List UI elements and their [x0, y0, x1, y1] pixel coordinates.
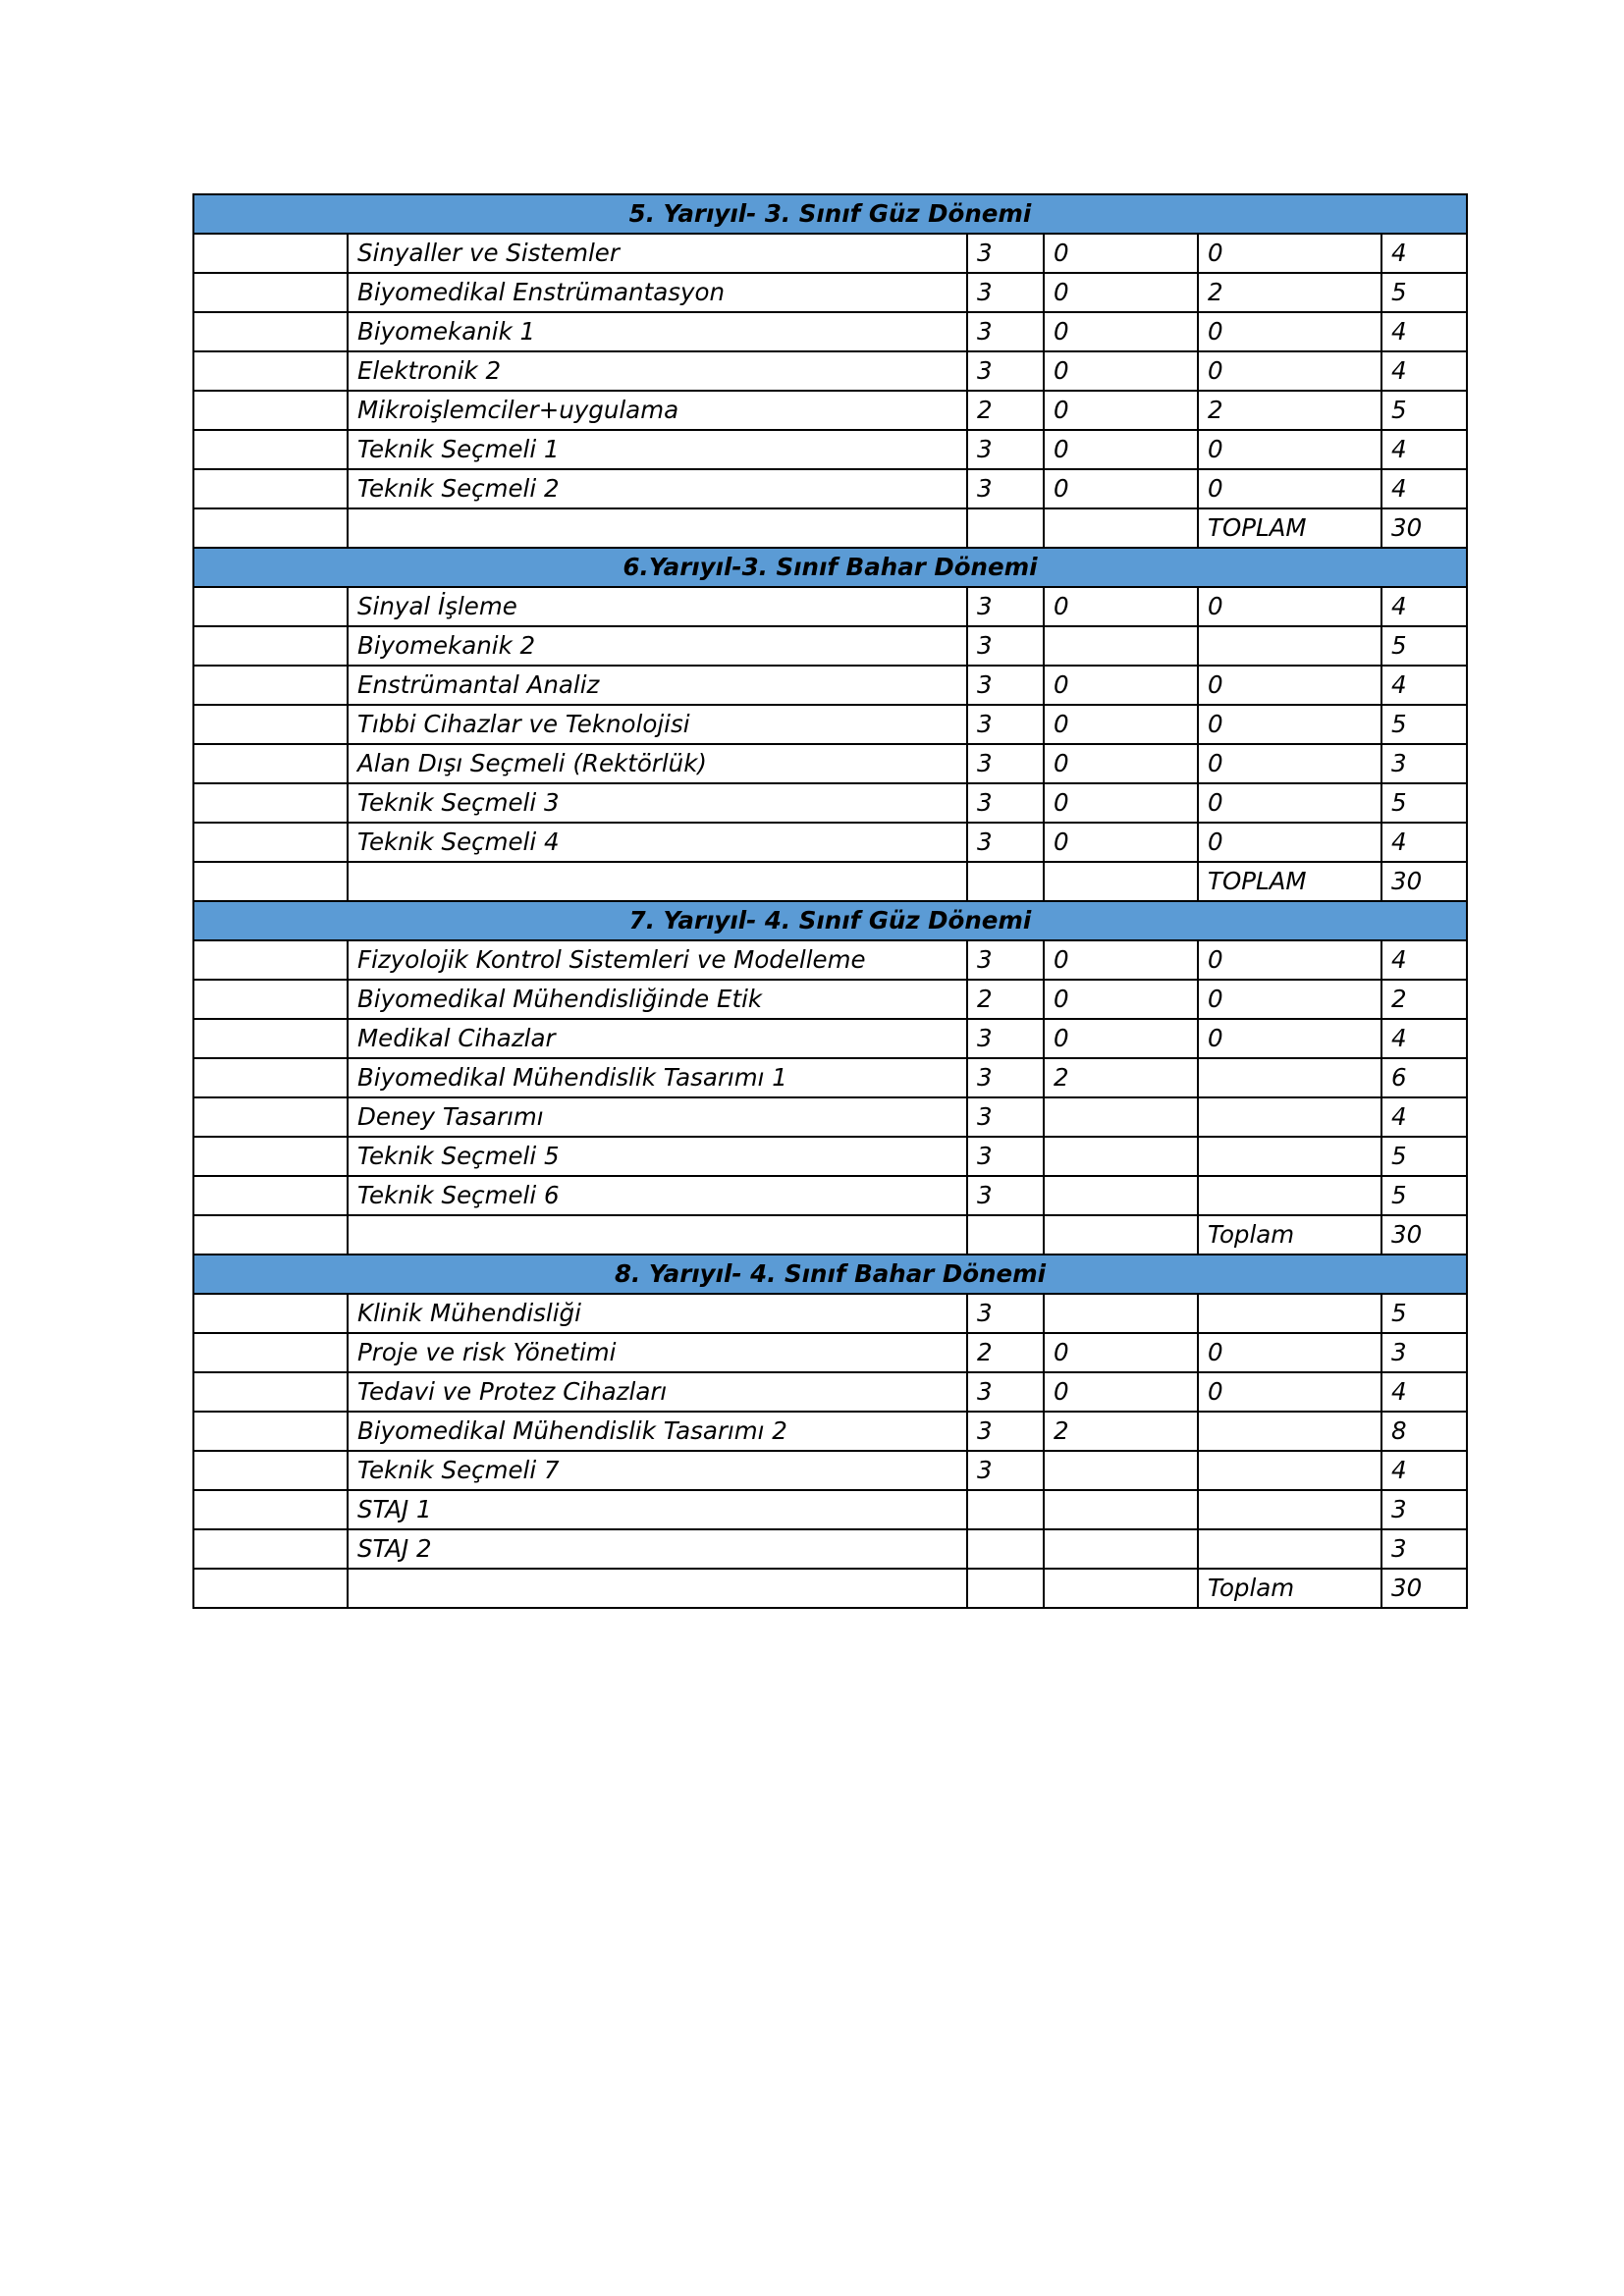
lab-hours-cell	[1198, 1529, 1381, 1569]
course-name-cell: Teknik Seçmeli 1	[348, 430, 967, 469]
total-credit: 30	[1381, 508, 1467, 548]
code-cell	[193, 783, 348, 823]
theory-hours-cell: 3	[967, 469, 1044, 508]
credit-cell: 4	[1381, 351, 1467, 391]
course-row	[193, 940, 1467, 980]
course-row	[193, 1137, 1467, 1176]
theory-hours-cell: 3	[967, 587, 1044, 626]
lab-hours-cell: 0	[1198, 430, 1381, 469]
course-row	[193, 1294, 1467, 1333]
course-name-cell	[348, 1215, 967, 1255]
course-name-cell: Sinyaller ve Sistemler	[348, 234, 967, 273]
credit-cell: 3	[1381, 744, 1467, 783]
section-header-row	[193, 1255, 1467, 1294]
lab-hours-cell: 0	[1198, 940, 1381, 980]
credit-cell: 5	[1381, 1176, 1467, 1215]
course-row	[193, 1529, 1467, 1569]
lab-hours-cell	[1198, 1294, 1381, 1333]
code-cell	[193, 391, 348, 430]
practice-hours-cell	[1044, 1490, 1198, 1529]
practice-hours-cell: 0	[1044, 980, 1198, 1019]
credit-cell: 5	[1381, 1137, 1467, 1176]
credit-cell: 4	[1381, 666, 1467, 705]
practice-hours-cell	[1044, 508, 1198, 548]
credit-cell: 4	[1381, 469, 1467, 508]
practice-hours-cell	[1044, 1294, 1198, 1333]
practice-hours-cell	[1044, 626, 1198, 666]
course-name-cell: Biyomedikal Mühendislik Tasarımı 2	[348, 1412, 967, 1451]
code-cell	[193, 705, 348, 744]
section-header-row	[193, 194, 1467, 234]
lab-hours-cell: 0	[1198, 980, 1381, 1019]
credit-cell: 4	[1381, 1097, 1467, 1137]
practice-hours-cell: 0	[1044, 783, 1198, 823]
credit-cell: 5	[1381, 705, 1467, 744]
course-row	[193, 783, 1467, 823]
lab-hours-cell: 0	[1198, 351, 1381, 391]
credit-cell: 5	[1381, 783, 1467, 823]
course-name-cell: Fizyolojik Kontrol Sistemleri ve Modelleme	[348, 940, 967, 980]
practice-hours-cell: 0	[1044, 469, 1198, 508]
course-row	[193, 980, 1467, 1019]
code-cell	[193, 234, 348, 273]
code-cell	[193, 1372, 348, 1412]
theory-hours-cell: 3	[967, 312, 1044, 351]
practice-hours-cell	[1044, 862, 1198, 901]
course-row	[193, 430, 1467, 469]
course-name-cell: Teknik Seçmeli 3	[348, 783, 967, 823]
credit-cell: 5	[1381, 391, 1467, 430]
code-cell	[193, 666, 348, 705]
credit-cell: 4	[1381, 587, 1467, 626]
theory-hours-cell: 3	[967, 626, 1044, 666]
code-cell	[193, 587, 348, 626]
theory-hours-cell: 3	[967, 351, 1044, 391]
section-title: 8. Yarıyıl- 4. Sınıf Bahar Dönemi	[193, 1255, 1467, 1294]
credit-cell: 4	[1381, 312, 1467, 351]
theory-hours-cell: 3	[967, 430, 1044, 469]
theory-hours-cell: 3	[967, 1176, 1044, 1215]
theory-hours-cell: 2	[967, 1333, 1044, 1372]
course-name-cell: Elektronik 2	[348, 351, 967, 391]
lab-hours-cell: 0	[1198, 744, 1381, 783]
course-row	[193, 273, 1467, 312]
section-header-row	[193, 901, 1467, 940]
code-cell	[193, 1412, 348, 1451]
lab-hours-cell	[1198, 1176, 1381, 1215]
course-row	[193, 1490, 1467, 1529]
credit-cell: 3	[1381, 1529, 1467, 1569]
lab-hours-cell: 0	[1198, 587, 1381, 626]
code-cell	[193, 1333, 348, 1372]
practice-hours-cell: 0	[1044, 705, 1198, 744]
code-cell	[193, 312, 348, 351]
course-row	[193, 351, 1467, 391]
theory-hours-cell: 3	[967, 1097, 1044, 1137]
course-row	[193, 1097, 1467, 1137]
theory-hours-cell: 3	[967, 1451, 1044, 1490]
practice-hours-cell: 0	[1044, 744, 1198, 783]
course-name-cell: Klinik Mühendisliği	[348, 1294, 967, 1333]
course-row	[193, 666, 1467, 705]
code-cell	[193, 862, 348, 901]
code-cell	[193, 351, 348, 391]
theory-hours-cell: 3	[967, 666, 1044, 705]
code-cell	[193, 1137, 348, 1176]
course-row	[193, 823, 1467, 862]
total-credit: 30	[1381, 862, 1467, 901]
practice-hours-cell	[1044, 1097, 1198, 1137]
lab-hours-cell	[1198, 1137, 1381, 1176]
curriculum-table	[192, 193, 1468, 1609]
course-name-cell: Biyomedikal Mühendislik Tasarımı 1	[348, 1058, 967, 1097]
course-row	[193, 1019, 1467, 1058]
lab-hours-cell	[1198, 1412, 1381, 1451]
course-name-cell: Enstrümantal Analiz	[348, 666, 967, 705]
practice-hours-cell: 0	[1044, 1333, 1198, 1372]
course-row	[193, 626, 1467, 666]
code-cell	[193, 508, 348, 548]
practice-hours-cell: 0	[1044, 1019, 1198, 1058]
course-name-cell: Biyomedikal Mühendisliğinde Etik	[348, 980, 967, 1019]
course-name-cell	[348, 508, 967, 548]
code-cell	[193, 1097, 348, 1137]
lab-hours-cell: 0	[1198, 823, 1381, 862]
course-name-cell	[348, 1569, 967, 1608]
credit-cell: 8	[1381, 1412, 1467, 1451]
credit-cell: 6	[1381, 1058, 1467, 1097]
code-cell	[193, 1019, 348, 1058]
code-cell	[193, 1451, 348, 1490]
theory-hours-cell: 3	[967, 783, 1044, 823]
practice-hours-cell: 0	[1044, 430, 1198, 469]
practice-hours-cell: 0	[1044, 940, 1198, 980]
credit-cell: 3	[1381, 1490, 1467, 1529]
lab-hours-cell: 0	[1198, 469, 1381, 508]
practice-hours-cell	[1044, 1451, 1198, 1490]
theory-hours-cell: 3	[967, 273, 1044, 312]
lab-hours-cell: 0	[1198, 1019, 1381, 1058]
code-cell	[193, 1490, 348, 1529]
practice-hours-cell: 0	[1044, 1372, 1198, 1412]
course-name-cell: Sinyal İşleme	[348, 587, 967, 626]
theory-hours-cell	[967, 1215, 1044, 1255]
credit-cell: 4	[1381, 1372, 1467, 1412]
lab-hours-cell: 0	[1198, 783, 1381, 823]
theory-hours-cell: 3	[967, 1412, 1044, 1451]
practice-hours-cell: 2	[1044, 1412, 1198, 1451]
total-row	[193, 1569, 1467, 1608]
credit-cell: 4	[1381, 940, 1467, 980]
theory-hours-cell	[967, 1569, 1044, 1608]
course-name-cell: Biyomekanik 1	[348, 312, 967, 351]
lab-hours-cell: 0	[1198, 1372, 1381, 1412]
theory-hours-cell: 3	[967, 940, 1044, 980]
code-cell	[193, 273, 348, 312]
practice-hours-cell	[1044, 1529, 1198, 1569]
course-name-cell: STAJ 1	[348, 1490, 967, 1529]
credit-cell: 4	[1381, 430, 1467, 469]
course-row	[193, 587, 1467, 626]
code-cell	[193, 626, 348, 666]
practice-hours-cell: 0	[1044, 273, 1198, 312]
theory-hours-cell: 3	[967, 1058, 1044, 1097]
theory-hours-cell	[967, 862, 1044, 901]
course-name-cell: Proje ve risk Yönetimi	[348, 1333, 967, 1372]
code-cell	[193, 1215, 348, 1255]
theory-hours-cell: 2	[967, 980, 1044, 1019]
practice-hours-cell	[1044, 1215, 1198, 1255]
total-row	[193, 1215, 1467, 1255]
theory-hours-cell	[967, 508, 1044, 548]
theory-hours-cell: 3	[967, 823, 1044, 862]
course-name-cell: Biyomekanik 2	[348, 626, 967, 666]
credit-cell: 4	[1381, 823, 1467, 862]
course-row	[193, 469, 1467, 508]
course-row	[193, 312, 1467, 351]
lab-hours-cell	[1198, 1451, 1381, 1490]
practice-hours-cell: 0	[1044, 823, 1198, 862]
code-cell	[193, 469, 348, 508]
course-row	[193, 705, 1467, 744]
theory-hours-cell: 3	[967, 1019, 1044, 1058]
lab-hours-cell	[1198, 1058, 1381, 1097]
total-label: Toplam	[1198, 1215, 1381, 1255]
code-cell	[193, 1294, 348, 1333]
course-row	[193, 1058, 1467, 1097]
course-name-cell: Teknik Seçmeli 2	[348, 469, 967, 508]
theory-hours-cell	[967, 1490, 1044, 1529]
total-credit: 30	[1381, 1569, 1467, 1608]
course-name-cell: Teknik Seçmeli 5	[348, 1137, 967, 1176]
theory-hours-cell: 2	[967, 391, 1044, 430]
code-cell	[193, 1176, 348, 1215]
code-cell	[193, 1058, 348, 1097]
course-name-cell: Biyomedikal Enstrümantasyon	[348, 273, 967, 312]
lab-hours-cell: 0	[1198, 234, 1381, 273]
credit-cell: 5	[1381, 1294, 1467, 1333]
credit-cell: 3	[1381, 1333, 1467, 1372]
course-name-cell: STAJ 2	[348, 1529, 967, 1569]
practice-hours-cell: 0	[1044, 312, 1198, 351]
course-row	[193, 744, 1467, 783]
theory-hours-cell: 3	[967, 1294, 1044, 1333]
course-name-cell: Teknik Seçmeli 4	[348, 823, 967, 862]
curriculum-body	[193, 194, 1467, 1608]
course-name-cell: Tedavi ve Protez Cihazları	[348, 1372, 967, 1412]
section-title: 7. Yarıyıl- 4. Sınıf Güz Dönemi	[193, 901, 1467, 940]
practice-hours-cell: 0	[1044, 351, 1198, 391]
lab-hours-cell: 0	[1198, 1333, 1381, 1372]
course-row	[193, 1451, 1467, 1490]
section-header-row	[193, 548, 1467, 587]
lab-hours-cell	[1198, 626, 1381, 666]
total-credit: 30	[1381, 1215, 1467, 1255]
lab-hours-cell	[1198, 1097, 1381, 1137]
lab-hours-cell: 0	[1198, 705, 1381, 744]
course-name-cell: Mikroişlemciler+uygulama	[348, 391, 967, 430]
credit-cell: 5	[1381, 626, 1467, 666]
practice-hours-cell	[1044, 1137, 1198, 1176]
credit-cell: 4	[1381, 1019, 1467, 1058]
course-name-cell	[348, 862, 967, 901]
code-cell	[193, 823, 348, 862]
course-name-cell: Deney Tasarımı	[348, 1097, 967, 1137]
total-row	[193, 862, 1467, 901]
code-cell	[193, 940, 348, 980]
lab-hours-cell	[1198, 1490, 1381, 1529]
course-row	[193, 1412, 1467, 1451]
theory-hours-cell: 3	[967, 705, 1044, 744]
practice-hours-cell: 2	[1044, 1058, 1198, 1097]
section-title: 6.Yarıyıl-3. Sınıf Bahar Dönemi	[193, 548, 1467, 587]
practice-hours-cell	[1044, 1569, 1198, 1608]
lab-hours-cell: 0	[1198, 312, 1381, 351]
theory-hours-cell	[967, 1529, 1044, 1569]
course-row	[193, 1372, 1467, 1412]
total-label: Toplam	[1198, 1569, 1381, 1608]
code-cell	[193, 744, 348, 783]
code-cell	[193, 1529, 348, 1569]
lab-hours-cell: 0	[1198, 666, 1381, 705]
practice-hours-cell: 0	[1044, 587, 1198, 626]
code-cell	[193, 1569, 348, 1608]
course-name-cell: Teknik Seçmeli 6	[348, 1176, 967, 1215]
course-row	[193, 1176, 1467, 1215]
theory-hours-cell: 3	[967, 1372, 1044, 1412]
code-cell	[193, 980, 348, 1019]
practice-hours-cell: 0	[1044, 234, 1198, 273]
course-row	[193, 1333, 1467, 1372]
total-row	[193, 508, 1467, 548]
credit-cell: 4	[1381, 234, 1467, 273]
lab-hours-cell: 2	[1198, 273, 1381, 312]
code-cell	[193, 430, 348, 469]
course-name-cell: Tıbbi Cihazlar ve Teknolojisi	[348, 705, 967, 744]
practice-hours-cell	[1044, 1176, 1198, 1215]
total-label: TOPLAM	[1198, 862, 1381, 901]
theory-hours-cell: 3	[967, 1137, 1044, 1176]
course-name-cell: Medikal Cihazlar	[348, 1019, 967, 1058]
theory-hours-cell: 3	[967, 744, 1044, 783]
course-row	[193, 234, 1467, 273]
lab-hours-cell: 2	[1198, 391, 1381, 430]
credit-cell: 2	[1381, 980, 1467, 1019]
credit-cell: 4	[1381, 1451, 1467, 1490]
total-label: TOPLAM	[1198, 508, 1381, 548]
practice-hours-cell: 0	[1044, 666, 1198, 705]
theory-hours-cell: 3	[967, 234, 1044, 273]
practice-hours-cell: 0	[1044, 391, 1198, 430]
credit-cell: 5	[1381, 273, 1467, 312]
course-name-cell: Teknik Seçmeli 7	[348, 1451, 967, 1490]
section-title: 5. Yarıyıl- 3. Sınıf Güz Dönemi	[193, 194, 1467, 234]
course-name-cell: Alan Dışı Seçmeli (Rektörlük)	[348, 744, 967, 783]
course-row	[193, 391, 1467, 430]
